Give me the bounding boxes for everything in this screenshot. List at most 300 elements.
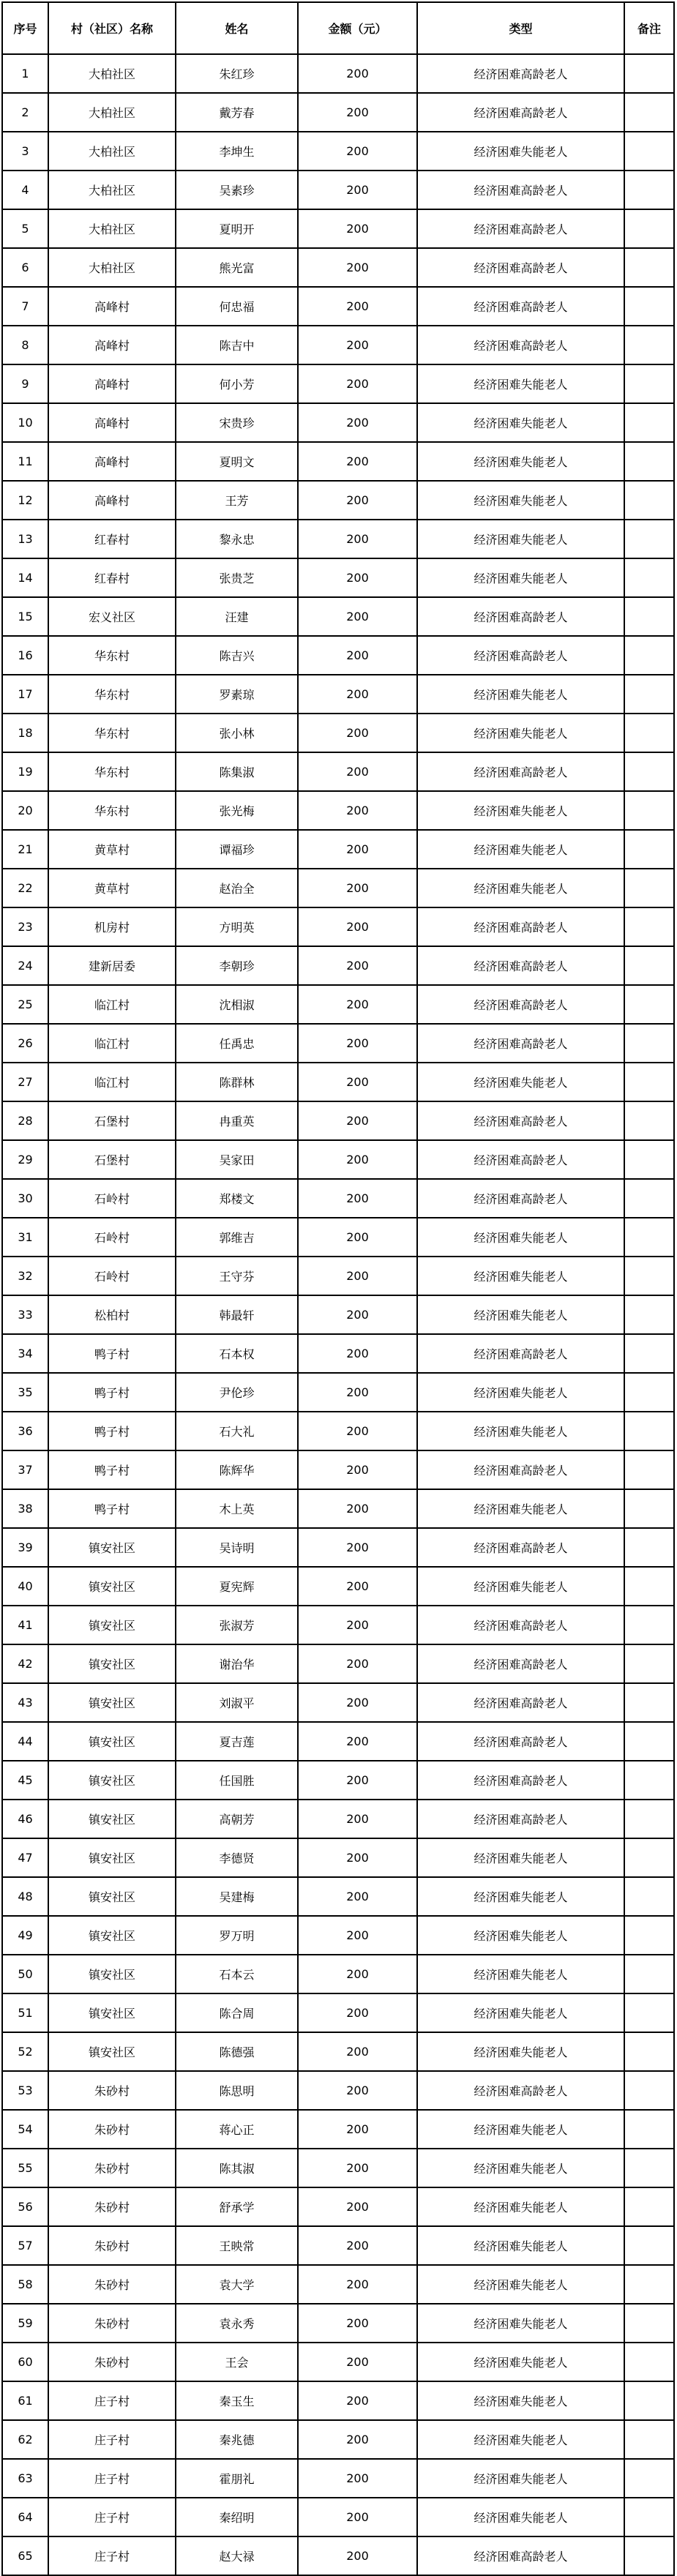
cell-remarks [624,1412,674,1450]
cell-type: 经济困难高龄老人 [417,1179,624,1218]
header-village: 村（社区）名称 [48,2,176,54]
cell-type: 经济困难高龄老人 [417,93,624,132]
cell-name: 赵大禄 [176,2536,298,2575]
cell-village: 高峰村 [48,481,176,520]
cell-remarks [624,675,674,714]
cell-type: 经济困难失能老人 [417,2304,624,2343]
cell-amount: 200 [298,132,417,171]
cell-index: 16 [2,636,48,675]
cell-index: 62 [2,2420,48,2459]
table-row [2,1644,674,1683]
cell-amount: 200 [298,1761,417,1800]
cell-remarks [624,2071,674,2110]
cell-index: 51 [2,1993,48,2032]
table-row [2,675,674,714]
cell-remarks [624,636,674,675]
table-row [2,403,674,442]
cell-index: 38 [2,1489,48,1528]
cell-village: 高峰村 [48,403,176,442]
cell-name: 王守芬 [176,1257,298,1295]
cell-remarks [624,248,674,287]
cell-name: 张小林 [176,714,298,752]
subsidy-table [1,1,675,2576]
table-row [2,2110,674,2149]
cell-remarks [624,2498,674,2536]
cell-index: 63 [2,2459,48,2498]
cell-type: 经济困难高龄老人 [417,2536,624,2575]
cell-village: 镇安社区 [48,1528,176,1567]
cell-index: 18 [2,714,48,752]
cell-village: 庄子村 [48,2381,176,2420]
table-row [2,1450,674,1489]
cell-index: 54 [2,2110,48,2149]
cell-name: 秦绍明 [176,2498,298,2536]
cell-amount: 200 [298,2381,417,2420]
cell-name: 朱红珍 [176,54,298,93]
cell-type: 经济困难高龄老人 [417,1528,624,1567]
table-row [2,2149,674,2187]
cell-remarks [624,2304,674,2343]
cell-index: 5 [2,209,48,248]
table-row [2,597,674,636]
table-row [2,1528,674,1567]
cell-index: 44 [2,1722,48,1761]
cell-type: 经济困难高龄老人 [417,636,624,675]
table-row [2,364,674,403]
table-row [2,1334,674,1373]
cell-type: 经济困难失能老人 [417,2110,624,2149]
cell-type: 经济困难失能老人 [417,1295,624,1334]
table-row [2,442,674,481]
cell-index: 17 [2,675,48,714]
table-row [2,481,674,520]
cell-remarks [624,1800,674,1838]
table-row [2,2032,674,2071]
cell-name: 舒承学 [176,2187,298,2226]
cell-remarks [624,2459,674,2498]
cell-index: 41 [2,1606,48,1644]
table-row [2,1140,674,1179]
cell-village: 鸭子村 [48,1334,176,1373]
cell-name: 李坤生 [176,132,298,171]
cell-village: 镇安社区 [48,1722,176,1761]
cell-village: 镇安社区 [48,1993,176,2032]
cell-amount: 200 [298,2187,417,2226]
cell-index: 10 [2,403,48,442]
header-amount: 金额（元） [298,2,417,54]
cell-village: 镇安社区 [48,2032,176,2071]
cell-type: 经济困难高龄老人 [417,1644,624,1683]
cell-name: 王映常 [176,2226,298,2265]
cell-type: 经济困难失能老人 [417,1993,624,2032]
table-row [2,1606,674,1644]
cell-index: 57 [2,2226,48,2265]
cell-remarks [624,1101,674,1140]
cell-amount: 200 [298,2149,417,2187]
cell-index: 1 [2,54,48,93]
cell-remarks [624,1838,674,1877]
cell-name: 秦玉生 [176,2381,298,2420]
cell-index: 43 [2,1683,48,1722]
cell-type: 经济困难高龄老人 [417,1334,624,1373]
cell-amount: 200 [298,364,417,403]
cell-type: 经济困难失能老人 [417,2343,624,2381]
cell-index: 64 [2,2498,48,2536]
cell-remarks [624,442,674,481]
table-row [2,1916,674,1955]
cell-type: 经济困难失能老人 [417,2032,624,2071]
cell-index: 39 [2,1528,48,1567]
cell-index: 2 [2,93,48,132]
cell-index: 11 [2,442,48,481]
table-header-row [2,2,674,54]
cell-type: 经济困难高龄老人 [417,209,624,248]
cell-index: 35 [2,1373,48,1412]
cell-name: 夏明文 [176,442,298,481]
cell-amount: 200 [298,675,417,714]
cell-village: 镇安社区 [48,1955,176,1993]
cell-amount: 200 [298,830,417,869]
cell-amount: 200 [298,791,417,830]
cell-remarks [624,54,674,93]
cell-index: 25 [2,985,48,1024]
cell-index: 22 [2,869,48,907]
table-row [2,830,674,869]
header-remarks: 备注 [624,2,674,54]
cell-amount: 200 [298,54,417,93]
cell-amount: 200 [298,481,417,520]
cell-type: 经济困难失能老人 [417,132,624,171]
cell-amount: 200 [298,2071,417,2110]
cell-remarks [624,714,674,752]
cell-village: 大柏社区 [48,93,176,132]
cell-type: 经济困难高龄老人 [417,1722,624,1761]
cell-type: 经济困难失能老人 [417,403,624,442]
cell-type: 经济困难失能老人 [417,1567,624,1606]
cell-name: 吴建梅 [176,1877,298,1916]
cell-remarks [624,830,674,869]
cell-amount: 200 [298,93,417,132]
cell-amount: 200 [298,1412,417,1450]
cell-amount: 200 [298,558,417,597]
table-row [2,2459,674,2498]
cell-type: 经济困难高龄老人 [417,752,624,791]
cell-index: 32 [2,1257,48,1295]
cell-village: 朱砂村 [48,2265,176,2304]
cell-remarks [624,1722,674,1761]
cell-index: 36 [2,1412,48,1450]
cell-name: 郑楼文 [176,1179,298,1218]
cell-remarks [624,2149,674,2187]
cell-type: 经济困难失能老人 [417,1877,624,1916]
cell-name: 冉重英 [176,1101,298,1140]
table-row [2,1955,674,1993]
cell-remarks [624,869,674,907]
cell-index: 33 [2,1295,48,1334]
table-row [2,1063,674,1101]
cell-name: 蒋心正 [176,2110,298,2149]
cell-village: 石岭村 [48,1179,176,1218]
cell-village: 庄子村 [48,2459,176,2498]
cell-index: 52 [2,2032,48,2071]
cell-amount: 200 [298,2420,417,2459]
cell-name: 石大礼 [176,1412,298,1450]
cell-type: 经济困难失能老人 [417,520,624,558]
cell-village: 建新居委 [48,946,176,985]
cell-amount: 200 [298,2304,417,2343]
cell-amount: 200 [298,985,417,1024]
table-row [2,1683,674,1722]
cell-village: 朱砂村 [48,2071,176,2110]
cell-name: 任禹忠 [176,1024,298,1063]
cell-type: 经济困难失能老人 [417,1916,624,1955]
cell-name: 吴诗明 [176,1528,298,1567]
table-row [2,1257,674,1295]
cell-remarks [624,2343,674,2381]
cell-village: 华东村 [48,675,176,714]
cell-amount: 200 [298,2498,417,2536]
table-row [2,209,674,248]
cell-name: 石本云 [176,1955,298,1993]
cell-index: 20 [2,791,48,830]
table-row [2,1179,674,1218]
cell-index: 59 [2,2304,48,2343]
cell-index: 26 [2,1024,48,1063]
cell-name: 木上英 [176,1489,298,1528]
table-row [2,1838,674,1877]
cell-type: 经济困难高龄老人 [417,985,624,1024]
cell-index: 48 [2,1877,48,1916]
cell-amount: 200 [298,636,417,675]
cell-type: 经济困难高龄老人 [417,1800,624,1838]
cell-amount: 200 [298,442,417,481]
table-row [2,2187,674,2226]
cell-remarks [624,558,674,597]
cell-village: 鸭子村 [48,1412,176,1450]
cell-remarks [624,2536,674,2575]
cell-village: 华东村 [48,714,176,752]
cell-remarks [624,132,674,171]
cell-remarks [624,2032,674,2071]
cell-amount: 200 [298,946,417,985]
cell-remarks [624,1644,674,1683]
cell-remarks [624,752,674,791]
cell-remarks [624,1683,674,1722]
cell-amount: 200 [298,1606,417,1644]
cell-village: 朱砂村 [48,2110,176,2149]
cell-name: 刘淑平 [176,1683,298,1722]
table-row [2,1101,674,1140]
cell-name: 吴素珍 [176,171,298,209]
table-row [2,907,674,946]
cell-amount: 200 [298,403,417,442]
table-row [2,2381,674,2420]
cell-remarks [624,1567,674,1606]
cell-type: 经济困难高龄老人 [417,1606,624,1644]
cell-remarks [624,2420,674,2459]
cell-remarks [624,1373,674,1412]
cell-name: 罗素琼 [176,675,298,714]
cell-remarks [624,1024,674,1063]
table-row [2,326,674,364]
table-row [2,558,674,597]
cell-remarks [624,791,674,830]
cell-village: 鸭子村 [48,1489,176,1528]
cell-index: 28 [2,1101,48,1140]
cell-village: 庄子村 [48,2536,176,2575]
cell-remarks [624,326,674,364]
cell-remarks [624,1334,674,1373]
cell-amount: 200 [298,1955,417,1993]
cell-name: 张淑芳 [176,1606,298,1644]
table-row [2,1800,674,1838]
cell-amount: 200 [298,1450,417,1489]
cell-amount: 200 [298,907,417,946]
cell-type: 经济困难失能老人 [417,2420,624,2459]
cell-village: 朱砂村 [48,2187,176,2226]
cell-amount: 200 [298,2110,417,2149]
table-row [2,2226,674,2265]
cell-amount: 200 [298,326,417,364]
cell-name: 谭福珍 [176,830,298,869]
cell-remarks [624,2381,674,2420]
cell-name: 陈群林 [176,1063,298,1101]
cell-amount: 200 [298,1877,417,1916]
cell-village: 高峰村 [48,442,176,481]
cell-village: 石堡村 [48,1101,176,1140]
cell-type: 经济困难失能老人 [417,1412,624,1450]
table-row [2,1295,674,1334]
cell-name: 汪建 [176,597,298,636]
cell-village: 大柏社区 [48,248,176,287]
header-name: 姓名 [176,2,298,54]
table-row [2,869,674,907]
cell-index: 30 [2,1179,48,1218]
table-row [2,1761,674,1800]
cell-remarks [624,2226,674,2265]
cell-remarks [624,2110,674,2149]
table-row [2,171,674,209]
cell-name: 石本权 [176,1334,298,1373]
cell-village: 朱砂村 [48,2304,176,2343]
cell-type: 经济困难失能老人 [417,1838,624,1877]
cell-village: 临江村 [48,1024,176,1063]
cell-village: 镇安社区 [48,1567,176,1606]
cell-index: 34 [2,1334,48,1373]
cell-amount: 200 [298,1334,417,1373]
cell-type: 经济困难失能老人 [417,2459,624,2498]
cell-index: 29 [2,1140,48,1179]
cell-village: 松柏村 [48,1295,176,1334]
cell-type: 经济困难高龄老人 [417,248,624,287]
cell-name: 尹伦珍 [176,1373,298,1412]
cell-remarks [624,1063,674,1101]
cell-type: 经济困难失能老人 [417,558,624,597]
cell-index: 56 [2,2187,48,2226]
cell-village: 石岭村 [48,1218,176,1257]
cell-village: 朱砂村 [48,2149,176,2187]
cell-type: 经济困难高龄老人 [417,907,624,946]
cell-remarks [624,171,674,209]
cell-name: 谢治华 [176,1644,298,1683]
cell-village: 石岭村 [48,1257,176,1295]
cell-remarks [624,2265,674,2304]
cell-amount: 200 [298,1295,417,1334]
cell-name: 袁大学 [176,2265,298,2304]
cell-name: 袁永秀 [176,2304,298,2343]
cell-type: 经济困难失能老人 [417,2498,624,2536]
cell-index: 7 [2,287,48,326]
cell-index: 13 [2,520,48,558]
cell-index: 50 [2,1955,48,1993]
cell-index: 42 [2,1644,48,1683]
cell-village: 镇安社区 [48,1606,176,1644]
cell-type: 经济困难失能老人 [417,1373,624,1412]
cell-type: 经济困难失能老人 [417,830,624,869]
cell-name: 何小芳 [176,364,298,403]
cell-index: 8 [2,326,48,364]
cell-type: 经济困难失能老人 [417,1955,624,1993]
cell-remarks [624,2187,674,2226]
cell-index: 46 [2,1800,48,1838]
cell-type: 经济困难失能老人 [417,481,624,520]
cell-amount: 200 [298,1567,417,1606]
table-row [2,2265,674,2304]
cell-remarks [624,1257,674,1295]
cell-name: 陈吉中 [176,326,298,364]
cell-amount: 200 [298,1179,417,1218]
cell-amount: 200 [298,2032,417,2071]
cell-village: 黄草村 [48,830,176,869]
table-row [2,248,674,287]
cell-type: 经济困难高龄老人 [417,1683,624,1722]
cell-amount: 200 [298,1722,417,1761]
header-index: 序号 [2,2,48,54]
cell-name: 张光梅 [176,791,298,830]
cell-remarks [624,1955,674,1993]
table-row [2,985,674,1024]
cell-village: 大柏社区 [48,209,176,248]
cell-amount: 200 [298,1528,417,1567]
table-row [2,2071,674,2110]
cell-village: 红春村 [48,520,176,558]
cell-amount: 200 [298,1024,417,1063]
cell-village: 高峰村 [48,364,176,403]
cell-amount: 200 [298,1063,417,1101]
table-row [2,1877,674,1916]
cell-amount: 200 [298,1218,417,1257]
cell-type: 经济困难高龄老人 [417,287,624,326]
cell-type: 经济困难失能老人 [417,442,624,481]
cell-name: 夏明开 [176,209,298,248]
cell-name: 陈德强 [176,2032,298,2071]
cell-amount: 200 [298,1489,417,1528]
cell-name: 罗万明 [176,1916,298,1955]
cell-village: 大柏社区 [48,171,176,209]
cell-amount: 200 [298,1257,417,1295]
table-row [2,132,674,171]
cell-index: 40 [2,1567,48,1606]
cell-village: 大柏社区 [48,132,176,171]
cell-index: 9 [2,364,48,403]
cell-index: 58 [2,2265,48,2304]
cell-index: 27 [2,1063,48,1101]
cell-name: 陈集淑 [176,752,298,791]
cell-village: 大柏社区 [48,54,176,93]
cell-amount: 200 [298,2459,417,2498]
cell-village: 华东村 [48,791,176,830]
cell-type: 经济困难高龄老人 [417,1450,624,1489]
